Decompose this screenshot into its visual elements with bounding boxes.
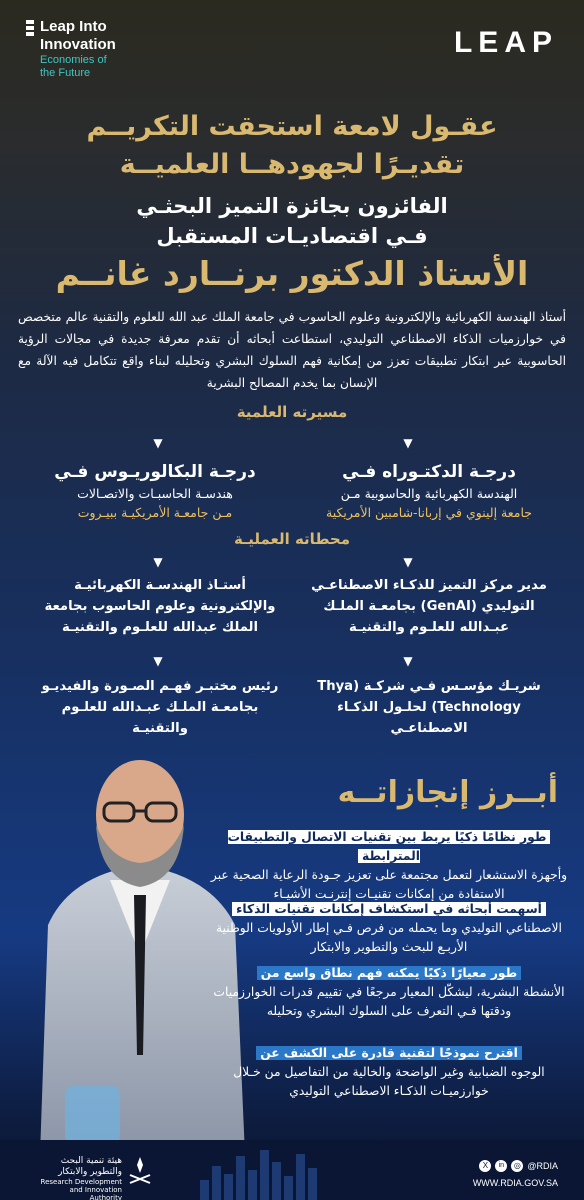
achievement-item [208, 900, 570, 957]
winner-name: الأستاذ الدكتور برنــارد غانــم [55, 254, 529, 293]
social-links [473, 1160, 558, 1188]
award-line1: الفائزون بجائزة التميز البحثـي [136, 194, 448, 218]
authority-name [40, 1156, 122, 1200]
chevron-down-icon: ▼ [403, 654, 413, 668]
brand-title: Leap Into Innovation [40, 18, 116, 53]
achievement-item [208, 1044, 570, 1101]
instagram-icon[interactable]: ◎ [511, 1160, 523, 1172]
x-icon[interactable]: X [479, 1160, 491, 1172]
achievement-lead: اقترح نموذجًا لتقنية قادرة على الكشف عن [256, 1046, 522, 1060]
career-section-title: مسيرته العلمية [236, 403, 348, 421]
chevron-down-icon: ▼ [403, 555, 413, 569]
achievements-title: أبــرز إنجازاتــه [337, 775, 558, 810]
milestone-item: رئيس مختبـر فهـم الصـورة والفيديـو بجامعـة الملـك عبـدالله للعلـوم والتقنيـة [41, 679, 279, 736]
website-link[interactable]: WWW.RDIA.GOV.SA [472, 1178, 558, 1188]
headline-line2: تقديـرًا لجهودهــا العلميــة [119, 149, 465, 180]
milestone-item: شريـك مؤسـس فـي شركـة (Thya Technology) لحلـول الذكـاء الاصطناعـي [317, 679, 541, 736]
headline-line1: عقـول لامعة استحقت التكريــم [86, 111, 498, 142]
phd-field: الهندسة الكهربائية والحاسوبية مـن [340, 486, 518, 501]
authority-name-en: Research Development and Innovation Authority [40, 1178, 122, 1200]
chevron-down-icon: ▼ [153, 555, 163, 569]
achievement-lead: أسهمت أبحاثه في استكشاف إمكانات تقنيات الذكاء [232, 902, 546, 916]
achievement-lead: طور معيارًا ذكيًا يمكنه فهم نطاق واسع من [257, 966, 521, 980]
milestone-item: مدير مركز التميز للذكـاء الاصطناعـي التوليدي (GenAI) بجامعـة الملـك عبـدالله للعلـوم والتقنيـة [311, 578, 547, 635]
achievement-item [208, 828, 570, 904]
brand-mark-icon [26, 20, 34, 40]
milestone-item: أستـاذ الهندسـة الكهربائيـة والإلكترونية وعلوم الحاسوب بجامعة الملك عبدالله للعلـوم والتقنيـة [44, 578, 276, 635]
chevron-down-icon: ▼ [153, 436, 163, 450]
bsc-title: درجـة البكالوريـوس فـي [54, 462, 256, 482]
bio-paragraph: أستاذ الهندسة الكهربائية والإلكترونية وعلوم الحاسوب في جامعة الملك عبد الله للعلوم والتقنية عالم متخصص في خوارزميات الذكاء الاصطناعي التوليدي، استطاعت أبحاثه أن تقدم معرفة جديدة في مجالات الرؤية الحاسوبية عبر ابتكار تطبيقات تعزز من إمكانية فهم السلوك البشري وتحليله لبناء واقع تتكامل فيه الآلة مع الإنسان بما يخدم المصالح البشرية [18, 310, 566, 390]
achievement-text: الأنشطة البشرية، ليشكّل المعيار مرجعًا في تقييم قدرات الخوارزميات ودقتها فـي التعرف على السلوك البشري وتحليله [213, 985, 565, 1018]
phd-block [300, 460, 558, 522]
achievement-text: وأجهزة الاستشعار لتعمل مجتمعة على تعزيز جـودة الرعاية الصحية عبر الاستفادة من إمكانات تقنيـات إنترنـت الأشيـاء [210, 868, 568, 901]
chevron-down-icon: ▼ [403, 436, 413, 450]
leap-logo: LEAP [453, 26, 558, 59]
bsc-block [40, 460, 270, 522]
saudi-emblem-icon [126, 1155, 154, 1187]
milestones-section-title: محطاته العمليـة [233, 530, 351, 548]
phd-title: درجـة الدكتـوراه فـي [342, 462, 516, 482]
bsc-school: مـن جامعـة الأمريكيـة ببيـروت [77, 505, 233, 520]
authority-name-ar: هيئة تنمية البحث والتطوير والابتكار [58, 1156, 122, 1177]
brand-subtitle: Economies of the Future [40, 54, 107, 79]
achievement-lead: طور نظامًا ذكيًا يربط بين تقنيات الاتصال والتطبيقات المترابطة [228, 830, 551, 863]
bsc-field: هندسـة الحاسبـات والاتصـالات [77, 486, 233, 501]
achievement-text: الوجوه الضبابية وغير الواضحة والخالية من التفاصيل من خـلال خوارزميـات الذكـاء الاصطناعي التوليدي [233, 1065, 545, 1098]
award-line2: فـي اقتصاديـات المستقبل [156, 224, 428, 248]
linkedin-icon[interactable]: in [495, 1160, 507, 1172]
phd-school: جامعة إلينوي في إربانا-شامبين الأمريكية [326, 505, 532, 520]
achievement-text: الاصطناعي التوليدي وما يحمله من فرص فـي إطار الأولويات الوطنية الأربـع للبحث والتطوير والابتكار [216, 921, 562, 954]
social-handle[interactable]: @RDIA [527, 1161, 558, 1171]
chevron-down-icon: ▼ [153, 654, 163, 668]
footer-decoration [200, 1142, 340, 1200]
achievement-item [208, 964, 570, 1021]
